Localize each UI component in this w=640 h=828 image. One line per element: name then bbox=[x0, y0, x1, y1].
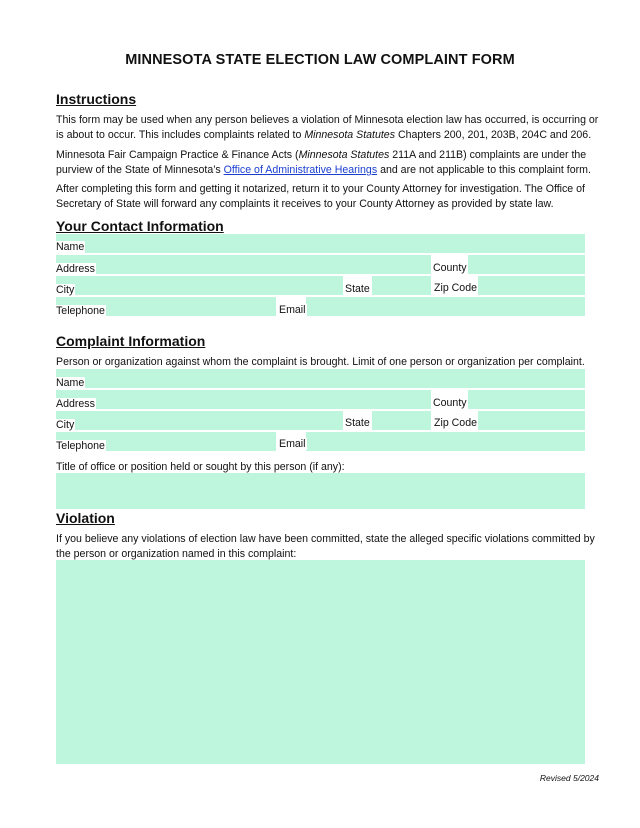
instructions-p2-text-b: 211A and 211B) complaints are under the purview of the State of Minnesota’s bbox=[56, 149, 587, 176]
complaint-intro: Person or organization against whom the complaint is brought. Limit of one person or organization per complaint. bbox=[56, 356, 585, 368]
respondent-name-label: Name bbox=[56, 377, 85, 389]
respondent-name-field[interactable] bbox=[56, 369, 585, 388]
respondent-county-field[interactable] bbox=[468, 390, 585, 409]
contact-email-field[interactable] bbox=[306, 297, 585, 316]
respondent-county-label: County bbox=[433, 397, 467, 409]
instructions-p2-statutes: Minnesota Statutes bbox=[298, 149, 390, 161]
instructions-paragraph-3: After completing this form and getting it notarized, return it to your County Attorney for investigation. The Office of Secretary of State will forward any complaints it receives to your County Attorney as provided by state law. bbox=[56, 183, 585, 210]
contact-city-field[interactable] bbox=[56, 276, 343, 295]
contact-zip-field[interactable] bbox=[478, 276, 585, 295]
instructions-p1-text-b: Chapters 200, 201, 203B, 204C and 206. bbox=[395, 129, 592, 141]
respondent-address-label: Address bbox=[56, 398, 95, 410]
respondent-city-field[interactable] bbox=[56, 411, 343, 430]
form-title: MINNESOTA STATE ELECTION LAW COMPLAINT FORM bbox=[125, 52, 515, 68]
contact-county-label: County bbox=[433, 262, 467, 274]
respondent-state-field[interactable] bbox=[372, 411, 431, 430]
instructions-p2-text-a: Minnesota Fair Campaign Practice & Finance Acts ( bbox=[56, 149, 299, 161]
contact-state-field[interactable] bbox=[372, 276, 431, 295]
contact-name-label: Name bbox=[56, 241, 85, 253]
violation-intro: If you believe any violations of election law have been committed, state the alleged specific violations committed by the person or organization named in this complaint: bbox=[56, 533, 595, 560]
instructions-paragraph-1 bbox=[56, 113, 604, 143]
respondent-city-label: City bbox=[56, 419, 75, 431]
instructions-p1-statutes: Minnesota Statutes bbox=[304, 129, 396, 141]
instructions-p1-text-a: This form may be used when any person believes a violation of Minnesota election law has occurred, is occurring or is about to occur. This includes complaints related to bbox=[56, 114, 599, 141]
instructions-paragraph-2 bbox=[56, 148, 604, 178]
contact-address-field[interactable] bbox=[56, 255, 431, 274]
office-of-administrative-hearings-link[interactable]: Office of Administrative Hearings bbox=[223, 164, 378, 176]
office-title-field[interactable] bbox=[56, 473, 585, 509]
respondent-email-field[interactable] bbox=[306, 432, 585, 451]
instructions-heading: Instructions bbox=[56, 91, 137, 107]
violation-details-field[interactable] bbox=[56, 560, 585, 764]
instructions-p2-text-c: and are not applicable to this complaint form. bbox=[377, 164, 591, 176]
complaint-heading: Complaint Information bbox=[56, 333, 206, 349]
office-title-label: Title of office or position held or sought by this person (if any): bbox=[56, 461, 345, 473]
contact-name-field[interactable] bbox=[56, 234, 585, 253]
revision-date: Revised 5/2024 bbox=[539, 773, 599, 783]
respondent-state-label: State bbox=[345, 417, 370, 429]
contact-email-label: Email bbox=[279, 304, 306, 316]
respondent-zip-label: Zip Code bbox=[434, 417, 477, 429]
contact-zip-label: Zip Code bbox=[434, 282, 477, 294]
respondent-address-field[interactable] bbox=[56, 390, 431, 409]
contact-telephone-label: Telephone bbox=[56, 305, 105, 317]
contact-county-field[interactable] bbox=[468, 255, 585, 274]
contact-heading: Your Contact Information bbox=[56, 218, 224, 234]
respondent-telephone-label: Telephone bbox=[56, 440, 105, 452]
contact-city-label: City bbox=[56, 284, 75, 296]
violation-heading: Violation bbox=[56, 510, 115, 526]
respondent-zip-field[interactable] bbox=[478, 411, 585, 430]
contact-state-label: State bbox=[345, 283, 370, 295]
respondent-email-label: Email bbox=[279, 438, 306, 450]
contact-address-label: Address bbox=[56, 263, 95, 275]
